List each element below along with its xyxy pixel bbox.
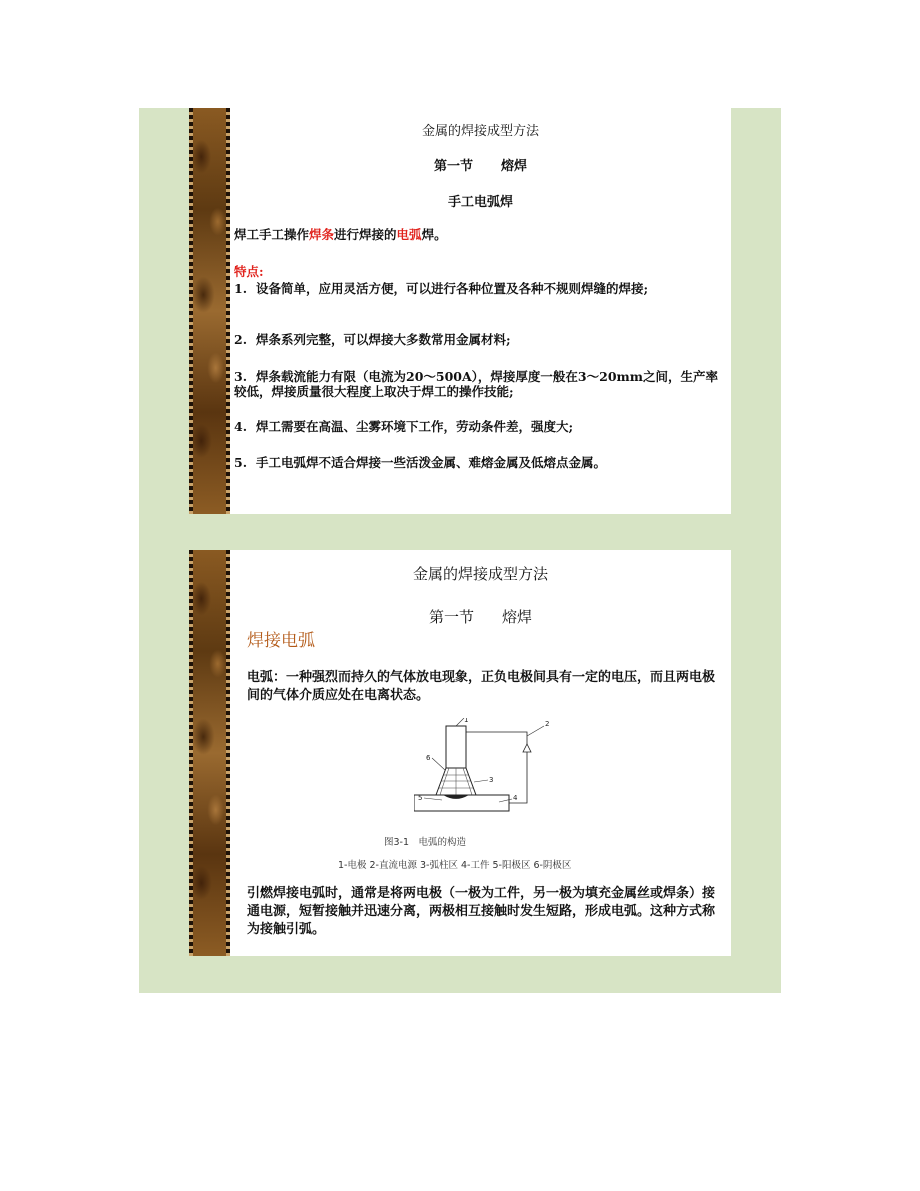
slide-title: 金属的焊接成型方法 [412, 565, 548, 583]
feature-item: 1. 设备简单，应用灵活方便，可以进行各种位置及各种不规则焊缝的焊接; [234, 281, 649, 296]
electrode-shape [446, 726, 466, 768]
feature-item: 3. 焊条载流能力有限（电流为20～500A），焊接厚度一般在3～20mm之间，生产率较低，焊接质量很大程度上取决于焊工的操作技能; [234, 369, 718, 399]
slide-subtitle: 手工电弧焊 [447, 195, 513, 210]
figure-label-6: 6 [426, 754, 431, 762]
page-background-panel [139, 108, 781, 993]
figure-label-1: 1 [464, 718, 469, 724]
figure-label-5: 5 [418, 794, 423, 802]
figure-legend: 1-电极 2-直流电源 3-弧柱区 4-工件 5-阳极区 6-阴极区 [338, 860, 572, 871]
slide-title: 金属的焊接成型方法 [421, 124, 539, 139]
figure-label-4: 4 [513, 794, 518, 802]
decorative-wood-strip [189, 550, 230, 956]
section-heading [230, 155, 731, 174]
section-number: 第一节 [433, 159, 473, 174]
feature-item: 2. 焊条系列完整，可以焊接大多数常用金属材料; [234, 332, 511, 347]
features-label: 特点: [234, 264, 264, 279]
section-name: 熔焊 [502, 608, 533, 626]
section-heading [230, 606, 731, 627]
arc-structure-diagram [414, 718, 564, 820]
slide-manual-arc-welding [189, 108, 731, 514]
feature-item: 4. 焊工需要在高温、尘雾环境下工作，劳动条件差，强度大; [234, 419, 574, 434]
arc-definition: 电弧：一种强烈而持久的气体放电现象，正负电极间具有一定的电压，而且两电极间的气体介质应处在电离状态。 [247, 670, 716, 703]
highlight-electrode: 焊条 [309, 227, 335, 242]
figure-caption: 图3-1 电弧的构造 [384, 837, 467, 848]
definition-line: 焊工手工操作焊条进行焊接的电弧焊。 [234, 227, 447, 242]
highlight-arc: 电弧 [396, 227, 422, 242]
section-number: 第一节 [428, 608, 474, 626]
decorative-wood-strip [189, 108, 230, 514]
section-name: 熔焊 [501, 159, 528, 174]
feature-item: 5. 手工电弧焊不适合焊接一些活泼金属、难熔金属及低熔点金属。 [234, 455, 607, 470]
figure-label-3: 3 [489, 776, 494, 784]
slide-welding-arc [189, 550, 731, 956]
figure-label-2: 2 [545, 720, 550, 728]
topic-heading: 焊接电弧 [247, 631, 315, 651]
arc-ignition-text: 引燃焊接电弧时，通常是将两电极（一极为工件，另一极为填充金属丝或焊条）接通电源，短暂接触并迅速分离，两极相互接触时发生短路，形成电弧。这种方式称为接触引弧。 [247, 886, 716, 937]
